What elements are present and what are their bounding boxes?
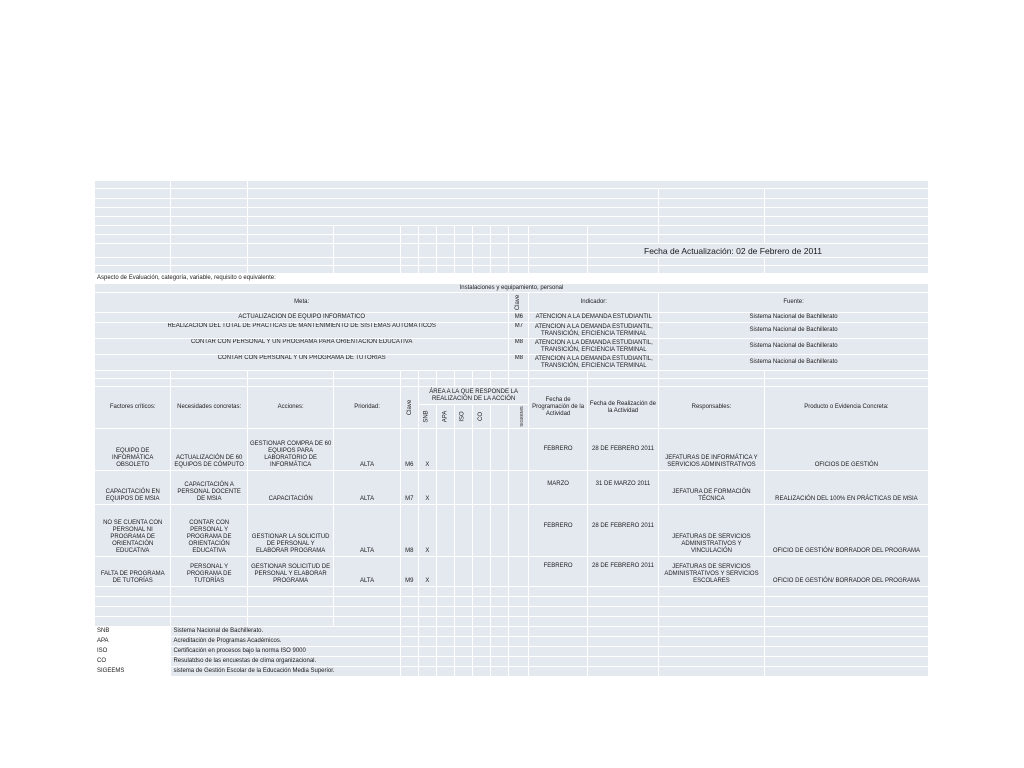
snb-header: SNB <box>418 405 436 429</box>
area-header: ÁREA A LA QUE RESPONDE LA REALIZACIÓN DE LA ACCIÓN <box>418 387 529 405</box>
update-date: Fecha de Actualización: 02 de Febrero de 2011 <box>587 244 928 258</box>
fecha-programacion-header: Fecha de Programación de la Actividad <box>529 387 587 429</box>
legend-row: SIGEEMS sistema de Gestión Escolar de la Educación Media Superior. <box>95 667 929 677</box>
action-row: FALTA DE PROGRAMA DE TUTORÍAS PERSONAL Y PROGRAMA DE TUTORÍAS GESTIONAR SOLICITUD DE PERSONAL Y ELABORAR PROGRAMA ALTA M9 X FEBRERO 28 DE FEBRERO 2011 JEFATURAS DE SERVICIOS ADMINISTRATIVOS Y SERVICIOS ESCOLARES OFICIO DE GESTIÓN/ BORRADOR DEL PROGRAMA <box>95 557 929 587</box>
sigeems-header: SIGEEMS <box>509 405 529 429</box>
spreadsheet <box>94 180 929 685</box>
legend-row: CO Resulatdso de las encuestas de clima organizacional. <box>95 657 929 667</box>
legend-row: ISO Certificación en procesos bajo la norma ISO 9000 <box>95 647 929 657</box>
legend-row: APA Acreditación de Programas Académicos. <box>95 637 929 647</box>
legend-row: SNB Sistema Nacional de Bachillerato. <box>95 627 929 637</box>
clave-header: Clave <box>400 387 418 429</box>
meta-header: Meta: <box>95 293 509 313</box>
factores-header: Factores críticos: <box>95 387 171 429</box>
action-plan-table <box>94 180 929 677</box>
meta-row: CONTAR CON PERSONAL Y UN PROGRAMA PARA ORIENTACIÓN EDUCATIVA M8 ATENCIÓN A LA DEMANDA ESTUDIANTIL, TRANSICIÓN, EFICIENCIA TERMINAL Sistema Nacional de Bachillerato <box>95 339 929 355</box>
blank-header <box>491 405 509 429</box>
fecha-realizacion-header: Fecha de Realización de la Actividad <box>587 387 658 429</box>
apa-header: APA <box>436 405 454 429</box>
meta-row: CONTAR CON PERSONAL Y UN PROGRAMA DE TUTORÍAS M8 ATENCIÓN A LA DEMANDA ESTUDIANTIL, TRANSICIÓN, EFICIENCIA TERMINAL Sistema Nacional de Bachillerato <box>95 355 929 371</box>
aspecto-label: Aspecto de Evaluación, categoría, variable, requisito o equivalente: <box>95 274 419 284</box>
co-header: CO <box>473 405 491 429</box>
meta-row: REALIZACIÓN DEL TOTAL DE PRÁCTICAS DE MANTENIMIENTO DE SISTEMAS AUTOMÁTICOS M7 ATENCIÓN A LA DEMANDA ESTUDIANTIL, TRANSICIÓN, EFICIENCIA TERMINAL Sistema Nacional de Bachillerato <box>95 323 929 339</box>
iso-header: ISO <box>455 405 473 429</box>
necesidades-header: Necesidades concretas: <box>171 387 247 429</box>
prioridad-header: Prioridad: <box>334 387 400 429</box>
aspecto-value: Instalaciones y equipamiento, personal <box>95 284 929 293</box>
action-row: CAPACITACIÓN EN EQUIPOS DE MSIA CAPACITACIÓN A PERSONAL DOCENTE DE MSIA CAPACITACIÓN ALTA M7 X MARZO 31 DE MARZO 2011 JEFATURA DE FORMACIÓN TÉCNICA REALIZACIÓN DEL 100% EN PRÁCTICAS DE MSIA <box>95 471 929 505</box>
action-row: NO SE CUENTA CON PERSONAL NI PROGRAMA DE ORIENTACIÓN EDUCATIVA CONTAR CON PERSONAL Y PROGRAMA DE ORIENTACIÓN EDUCATIVA GESTIONAR LA SOLICITUD DE PERSONAL Y ELABORAR PROGRAMA ALTA M8 X FEBRERO 28 DE FEBRERO 2011 JEFATURAS DE SERVICIOS ADMINISTRATIVOS Y VINCULACIÓN OFICIO DE GESTIÓN/ BORRADOR DEL PROGRAMA <box>95 505 929 557</box>
producto-header: Producto o Evidencia Concreta: <box>764 387 928 429</box>
action-row: EQUIPO DE INFORMÁTICA OBSOLETO ACTUALIZACIÓN DE 60 EQUIPOS DE CÓMPUTO GESTIONAR COMPRA DE 60 EQUIPOS PARA LABORATORIO DE INFORMÁTICA ALTA M6 X FEBRERO 28 DE FEBRERO 2011 JEFATURAS DE INFORMÁTICA Y SERVICIOS ADMINISTRATIVOS OFICIOS DE GESTIÓN <box>95 429 929 471</box>
meta-row: ACTUALIZACIÓN DE EQUIPO INFORMÁTICO M6 ATENCIÓN A LA DEMANDA ESTUDIANTIL Sistema Nacional de Bachillerato <box>95 313 929 323</box>
indicador-header: Indicador: <box>529 293 659 313</box>
acciones-header: Acciones: <box>247 387 334 429</box>
fuente-header: Fuente: <box>659 293 929 313</box>
clave-header: Clave <box>509 293 529 313</box>
responsables-header: Responsables: <box>659 387 765 429</box>
